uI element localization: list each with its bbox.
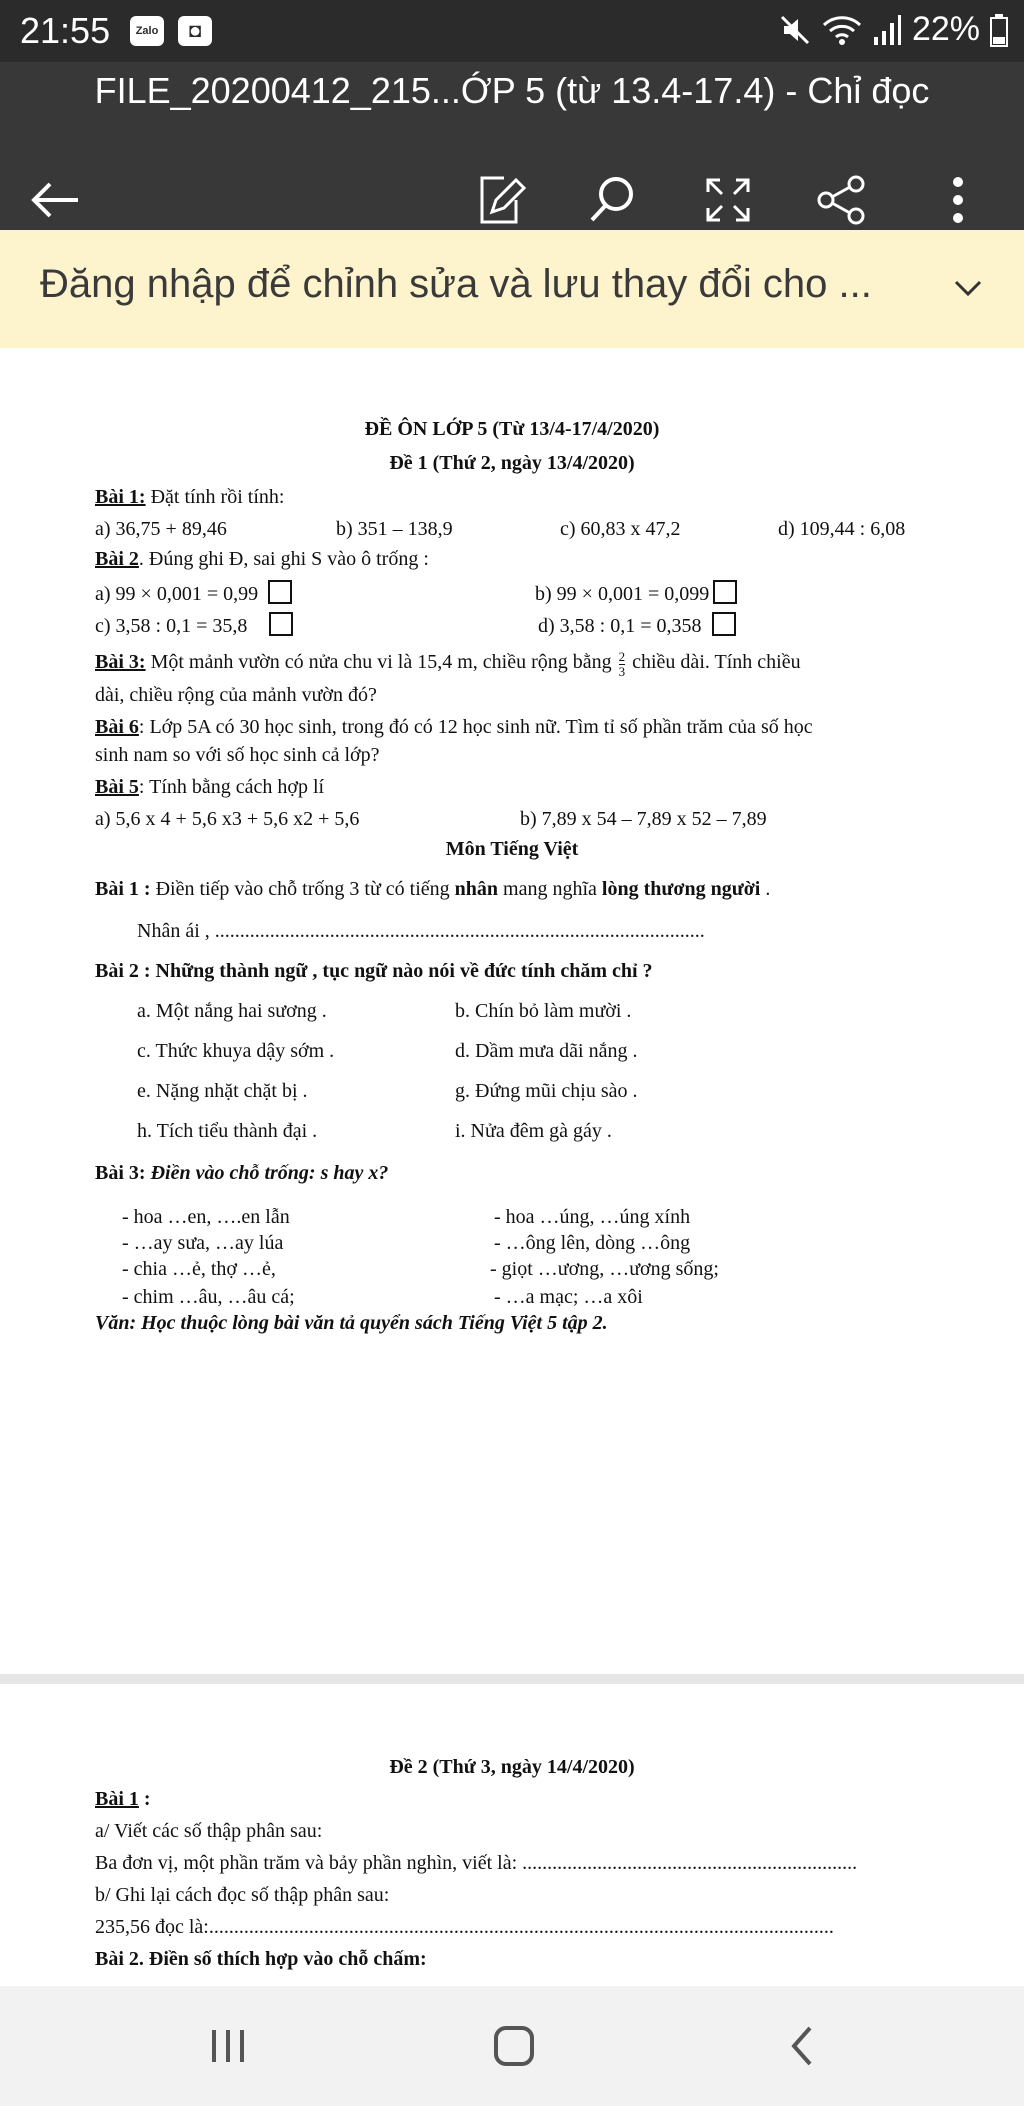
vn-ex2-item: i. Nửa đêm gà gáy . [455,1120,612,1142]
math-ex1-d: d) 109,44 : 6,08 [778,518,906,540]
page2-ex1-a-line: Ba đơn vị, một phần trăm và bảy phần nghìn, viết là: ................................................................... [95,1852,858,1874]
answer-box [712,612,736,636]
vn-ex3-left-item: - hoa …en, ….en lẫn [122,1206,290,1228]
back-arrow-icon[interactable] [26,170,86,230]
fraction: $\frac{2}{3}$ [618,649,626,679]
battery-icon [990,13,1008,47]
doc-subtitle: Đề 1 (Thứ 2, ngày 13/4/2020) [389,452,635,474]
vn-ex3-left-item: - …ay sưa, …ay lúa [122,1232,284,1254]
vietnamese-section-title: Môn Tiếng Việt [445,838,579,860]
math-ex6-line1: Bài 6: Lớp 5A có 30 học sinh, trong đó có 12 học sinh nữ. Tìm tỉ số phần trăm của số học [95,716,813,738]
math-ex5-b: b) 7,89 x 54 – 7,89 x 52 – 7,89 [520,808,767,830]
wifi-icon [822,13,862,47]
document-page-2 [0,1684,1024,1986]
app-notification-icon: ◘ [178,16,212,46]
math-ex5-heading: Bài 5: Tính bằng cách hợp lí [95,776,325,798]
vn-ex1-heading: Bài 1 : Điền tiếp vào chỗ trống 3 từ có tiếng nhân mang nghĩa lòng thương người . [95,878,771,900]
page2-ex1-a: a/ Viết các số thập phân sau: [95,1820,323,1842]
vn-ex3-heading: Bài 3: Điền vào chỗ trống: s hay x? [95,1162,389,1184]
sign-in-banner[interactable] [0,230,1024,348]
page2-ex1-heading: Bài 1 : [95,1788,151,1810]
math-ex5-a: a) 5,6 x 4 + 5,6 x3 + 5,6 x2 + 5,6 [95,808,360,830]
status-time: 21:55 [20,10,111,51]
math-ex1-c: c) 60,83 x 47,2 [560,518,681,540]
search-icon[interactable] [582,170,642,230]
vn-ex3-right-item: - …a mạc; …a xôi [494,1286,643,1308]
vn-ex2-item: e. Nặng nhặt chặt bị . [137,1080,308,1102]
van-assignment: Văn: Học thuộc lòng bài văn tả quyển sách Tiếng Việt 5 tập 2. [95,1312,608,1334]
system-nav-bar [0,1986,1024,2106]
page2-title: Đề 2 (Thứ 3, ngày 14/4/2020) [389,1756,635,1778]
answer-box [268,580,292,604]
zalo-notification-icon: Zalo [130,16,164,46]
app-header [0,62,1024,230]
vn-ex2-item: c. Thức khuya dậy sớm . [137,1040,335,1062]
math-ex2-a: a) 99 × 0,001 = 0,99 [95,580,292,606]
vn-ex2-item: g. Đứng mũi chịu sào . [455,1080,638,1102]
vn-ex2-item: a. Một nắng hai sương . [137,1000,327,1022]
document-page-1 [0,348,1024,1674]
vn-ex3-left-item: - chim …âu, …âu cá; [122,1286,295,1308]
vn-ex1-answer-line: Nhân ái , .................................................................................................. [137,920,705,942]
math-ex6-line2: sinh nam so với số học sinh cả lớp? [95,744,380,766]
page2-ex2-heading: Bài 2. Điền số thích hợp vào chỗ chấm: [95,1948,427,1970]
chevron-down-icon[interactable] [948,268,988,308]
math-ex2-c: c) 3,58 : 0,1 = 35,8 [95,612,293,638]
doc-title: ĐỀ ÔN LỚP 5 (Từ 13/4-17/4/2020) [364,418,660,440]
vn-ex2-item: b. Chín bỏ làm mười . [455,1000,632,1022]
vn-ex3-left-item: - chia …ẻ, thợ …ẻ, [122,1258,276,1280]
share-icon[interactable] [812,170,872,230]
answer-box [269,612,293,636]
fullscreen-icon[interactable] [698,170,758,230]
vn-ex3-right-item: - giọt …ương, …ương sống; [490,1258,719,1280]
math-ex1-heading: Bài 1: Đặt tính rồi tính: [95,486,285,508]
document-title: FILE_20200412_215...ỚP 5 (từ 13.4-17.4) - Chỉ đọc [94,70,930,111]
math-ex2-d: d) 3,58 : 0,1 = 0,358 [538,612,736,638]
math-ex3-line2: dài, chiều rộng của mảnh vườn đó? [95,684,377,706]
math-ex1-b: b) 351 – 138,9 [336,518,453,540]
signal-icon [872,13,902,47]
page2-ex1-b: b/ Ghi lại cách đọc số thập phân sau: [95,1884,390,1906]
more-options-icon[interactable] [928,170,988,230]
math-ex3-line1: Bài 3: Một mảnh vườn có nửa chu vi là 15,4 m, chiều rộng bằng $\frac{2}{3}$ chiều dài. Tính chiều [95,649,801,679]
math-ex2-b: b) 99 × 0,001 = 0,099 [535,580,737,606]
edit-icon[interactable] [470,170,530,230]
recent-apps-icon[interactable] [198,2016,258,2076]
battery-percent: 22% [911,10,980,48]
math-ex2-heading: Bài 2. Đúng ghi Đ, sai ghi S vào ô trống : [95,548,429,570]
math-ex1-a: a) 36,75 + 89,46 [95,518,227,540]
vn-ex2-heading: Bài 2 : Những thành ngữ , tục ngữ nào nói về đức tính chăm chỉ ? [95,960,653,982]
mute-icon [778,13,812,47]
page2-ex1-b-line: 235,56 đọc là:............................................................................................................................. [95,1916,834,1938]
back-icon[interactable] [772,2016,832,2076]
vn-ex3-right-item: - …ông lên, dòng …ông [494,1232,691,1254]
status-bar [0,0,1024,62]
answer-box [713,580,737,604]
vn-ex2-item: d. Dầm mưa dãi nắng . [455,1040,638,1062]
vn-ex3-right-item: - hoa …úng, …úng xính [494,1206,691,1228]
banner-text: Đăng nhập để chỉnh sửa và lưu thay đổi cho ... [40,262,872,306]
home-icon[interactable] [484,2016,544,2076]
vn-ex2-item: h. Tích tiểu thành đại . [137,1120,318,1142]
